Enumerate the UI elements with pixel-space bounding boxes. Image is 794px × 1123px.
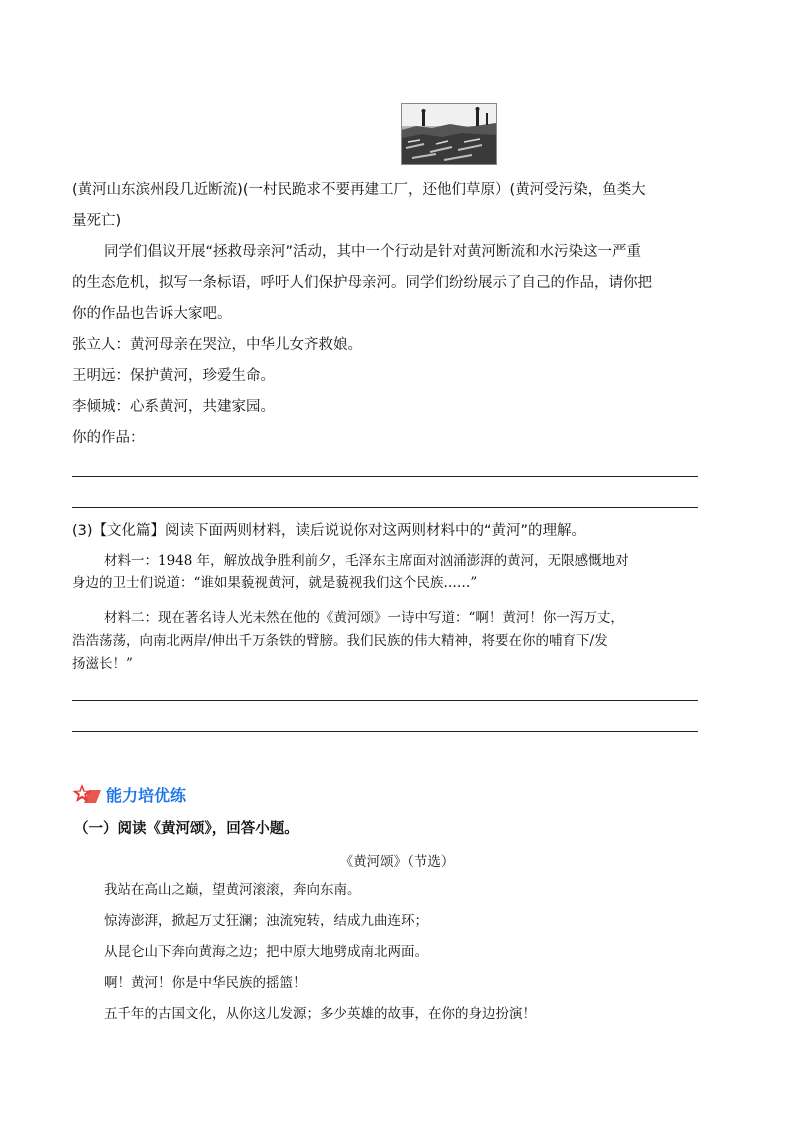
photo-captions: (黄河山东滨州段几近断流)(一村民跪求不要再建工厂，还他们草原）(黄河受污染，鱼类大	[72, 182, 646, 198]
poem-line: 从昆仑山下奔向黄海之边；把中原大地劈成南北两面。	[104, 944, 428, 960]
intro-line: 的生态危机，拟写一条标语，呼吁人们保护母亲河。同学们纷纷展示了自己的作品，请你把	[72, 275, 652, 291]
poem-title: 《黄河颂》（节选）	[339, 854, 455, 870]
material-2-line: 扬滋长！”	[72, 656, 133, 672]
intro-line: 同学们倡议开展“拯救母亲河”活动，其中一个行动是针对黄河断流和水污染这一严重	[104, 244, 642, 260]
reading-title: （一）阅读《黄河颂》，回答小题。	[74, 821, 299, 837]
answer-line[interactable]	[72, 731, 698, 732]
star-badge-icon	[72, 783, 102, 805]
material-1-line: 身边的卫士们说道：“谁如果藐视黄河，就是藐视我们这个民族……”	[72, 575, 478, 591]
material-2-line: 浩浩荡荡，向南北两岸/伸出千万条铁的臂膀。我们民族的伟大精神，将要在你的哺育下/发	[72, 633, 608, 649]
answer-line[interactable]	[72, 507, 698, 508]
answer-line[interactable]	[72, 476, 698, 477]
slogan-item: 李倾城：心系黄河，共建家园。	[72, 399, 275, 415]
your-work-label: 你的作品：	[72, 430, 145, 446]
poem-line: 五千年的古国文化，从你这儿发源；多少英雄的故事，在你的身边扮演！	[104, 1006, 536, 1022]
section-title: 能力培优练	[106, 785, 187, 805]
question-3: (3)【文化篇】阅读下面两则材料，读后说说你对这两则材料中的“黄河”的理解。	[72, 523, 587, 539]
material-2-line: 材料二：现在著名诗人光未然在他的《黄河颂》一诗中写道：“啊！黄河！你一泻万丈，	[104, 610, 624, 626]
river-photo	[401, 103, 497, 165]
photo-captions-cont: 量死亡)	[72, 213, 122, 229]
intro-line: 你的作品也告诉大家吧。	[72, 306, 232, 322]
slogan-item: 张立人：黄河母亲在哭泣，中华儿女齐救娘。	[72, 337, 362, 353]
material-1-line: 材料一：1948 年，解放战争胜利前夕，毛泽东主席面对汹涌澎湃的黄河，无限感慨地对	[104, 553, 629, 569]
poem-line: 我站在高山之巅，望黄河滚滚，奔向东南。	[104, 882, 361, 898]
poem-line: 惊涛澎湃，掀起万丈狂澜；浊流宛转，结成九曲连环；	[104, 913, 428, 929]
section-header	[72, 782, 186, 806]
answer-line[interactable]	[72, 700, 698, 701]
slogan-item: 王明远：保护黄河，珍爱生命。	[72, 368, 275, 384]
poem-line: 啊！黄河！你是中华民族的摇篮！	[104, 975, 307, 991]
